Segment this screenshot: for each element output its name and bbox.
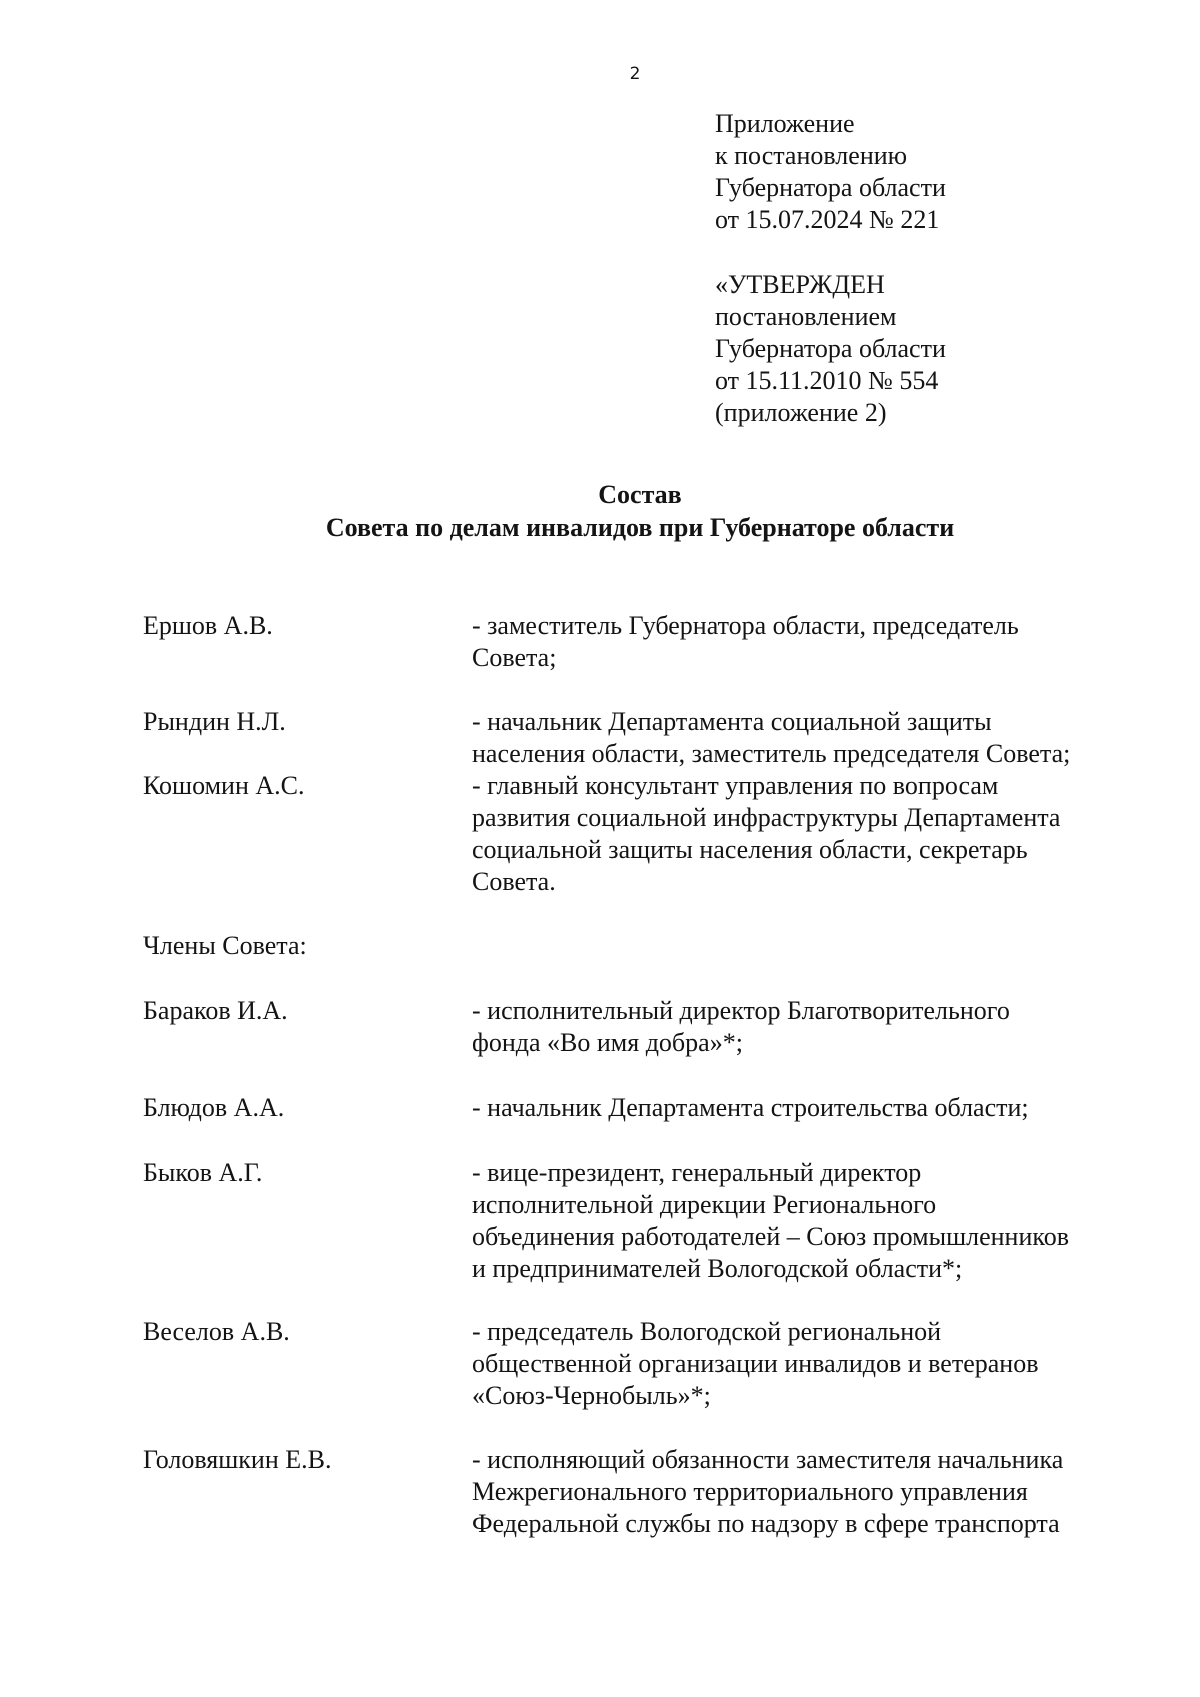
person-name: Блюдов А.А. <box>143 1093 285 1122</box>
position-line: исполнительной дирекции Регионального <box>472 1190 937 1219</box>
position-line: - начальник Департамента социальной защиты <box>472 707 992 736</box>
person-position <box>472 770 1142 898</box>
approved-line: (приложение 2) <box>715 398 887 427</box>
position-line: - главный консультант управления по вопросам <box>472 771 999 800</box>
appendix-line: к постановлению <box>715 141 908 170</box>
position-line: Межрегионального территориального управления <box>472 1477 1028 1506</box>
person-position <box>472 1316 1142 1412</box>
position-line: социальной защиты населения области, секретарь <box>472 835 1028 864</box>
position-line: «Союз-Чернобыль»*; <box>472 1381 711 1410</box>
position-line: развития социальной инфраструктуры Департамента <box>472 803 1061 832</box>
person-name: Кошомин А.С. <box>143 771 305 800</box>
person-position <box>472 1092 1142 1124</box>
position-line: - заместитель Губернатора области, председатель <box>472 611 1019 640</box>
person-position <box>472 706 1142 770</box>
position-line: Федеральной службы по надзору в сфере транспорта <box>472 1509 1060 1538</box>
position-line: - вице-президент, генеральный директор <box>472 1158 922 1187</box>
position-line: - исполнительный директор Благотворительного <box>472 996 1010 1025</box>
position-line: фонда «Во имя добра»*; <box>472 1028 743 1057</box>
position-line: населения области, заместитель председателя Совета; <box>472 739 1071 768</box>
title-line-1: Состав <box>598 480 682 509</box>
person-position <box>472 610 1142 674</box>
person-name: Бараков И.А. <box>143 996 288 1025</box>
person-position <box>472 1444 1142 1540</box>
person-position <box>472 995 1142 1059</box>
position-line: Совета; <box>472 643 557 672</box>
title-line-2: Совета по делам инвалидов при Губернаторе области <box>325 513 955 542</box>
position-line: общественной организации инвалидов и ветеранов <box>472 1349 1039 1378</box>
appendix-line: Приложение <box>715 109 855 138</box>
person-position <box>472 1157 1142 1285</box>
person-name: Головяшкин Е.В. <box>143 1445 332 1474</box>
appendix-block <box>715 108 946 236</box>
document-title <box>0 478 1200 544</box>
page-number: 2 <box>629 64 641 84</box>
position-line: - начальник Департамента строительства области; <box>472 1093 1029 1122</box>
position-line: объединения работодателей – Союз промышленников <box>472 1222 1069 1251</box>
person-name: Рындин Н.Л. <box>143 707 286 736</box>
approved-line: «УТВЕРЖДЕН <box>715 270 885 299</box>
position-line: и предпринимателей Вологодской области*; <box>472 1254 963 1283</box>
appendix-line: от 15.07.2024 № 221 <box>715 205 940 234</box>
members-label: Члены Совета: <box>143 931 307 960</box>
position-line: Совета. <box>472 867 556 896</box>
position-line: - исполняющий обязанности заместителя начальника <box>472 1445 1064 1474</box>
approved-line: Губернатора области <box>715 334 946 363</box>
position-line: - председатель Вологодской региональной <box>472 1317 942 1346</box>
person-name: Ершов А.В. <box>143 611 273 640</box>
approved-line: от 15.11.2010 № 554 <box>715 366 939 395</box>
appendix-line: Губернатора области <box>715 173 946 202</box>
person-name: Веселов А.В. <box>143 1317 290 1346</box>
person-name: Быков А.Г. <box>143 1158 263 1187</box>
approved-line: постановлением <box>715 302 897 331</box>
approved-block <box>715 269 946 429</box>
